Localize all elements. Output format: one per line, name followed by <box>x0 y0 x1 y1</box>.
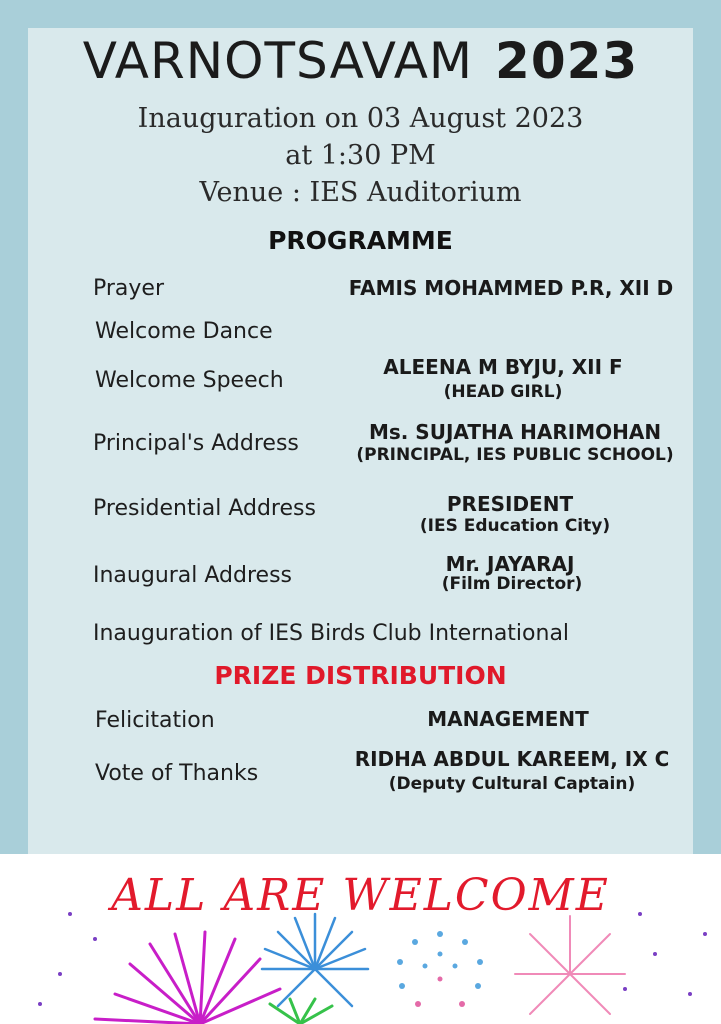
item-name-welcome-speech: ALEENA M BYJU, XII F <box>383 355 623 379</box>
prize-distribution-heading: PRIZE DISTRIBUTION <box>214 661 507 690</box>
event-title <box>0 32 721 90</box>
firework-pink <box>515 916 625 1014</box>
item-label-inaugural: Inaugural Address <box>93 563 293 588</box>
item-role-vote-of-thanks: (Deputy Cultural Captain) <box>388 774 636 794</box>
inauguration-date: Inauguration on 03 August 2023 <box>137 103 584 134</box>
item-name-principal: Ms. SUJATHA HARIMOHAN <box>368 420 662 444</box>
firework-green <box>270 999 332 1024</box>
venue: Venue : IES Auditorium <box>199 177 522 208</box>
item-label-welcome-dance: Welcome Dance <box>95 319 273 344</box>
item-label-principal: Principal's Address <box>93 431 299 456</box>
programme-heading: PROGRAMME <box>268 226 453 255</box>
firework-dotted <box>397 931 483 1007</box>
item-name-felicitation: MANAGEMENT <box>427 707 589 731</box>
welcome-banner <box>0 854 721 1024</box>
item-role-presidential: (IES Education City) <box>419 516 611 536</box>
item-name-presidential: PRESIDENT <box>446 492 574 516</box>
item-name-vote-of-thanks: RIDHA ABDUL KAREEM, IX C <box>354 747 670 771</box>
item-label-vote-of-thanks: Vote of Thanks <box>95 761 259 786</box>
item-name-inaugural: Mr. JAYARAJ <box>445 552 575 576</box>
event-title-name: VARNOTSAVAM <box>82 32 474 90</box>
item-label-presidential: Presidential Address <box>93 496 316 521</box>
item-label-prayer: Prayer <box>93 276 165 301</box>
item-role-inaugural: (Film Director) <box>441 574 583 594</box>
item-role-principal: (PRINCIPAL, IES PUBLIC SCHOOL) <box>356 445 674 465</box>
inauguration-time: at 1:30 PM <box>285 140 436 171</box>
item-label-felicitation: Felicitation <box>95 708 215 733</box>
event-title-year: 2023 <box>495 32 639 90</box>
sparkles <box>38 912 707 1006</box>
item-role-welcome-speech: (HEAD GIRL) <box>443 382 563 402</box>
firework-magenta <box>95 932 280 1024</box>
item-label-birds-club: Inauguration of IES Birds Club International <box>93 621 570 646</box>
all-are-welcome: ALL ARE WELCOME <box>111 870 610 921</box>
item-label-welcome-speech: Welcome Speech <box>95 368 284 393</box>
item-name-prayer: FAMIS MOHAMMED P.R, XII D <box>348 276 674 300</box>
firework-blue <box>262 914 368 1006</box>
